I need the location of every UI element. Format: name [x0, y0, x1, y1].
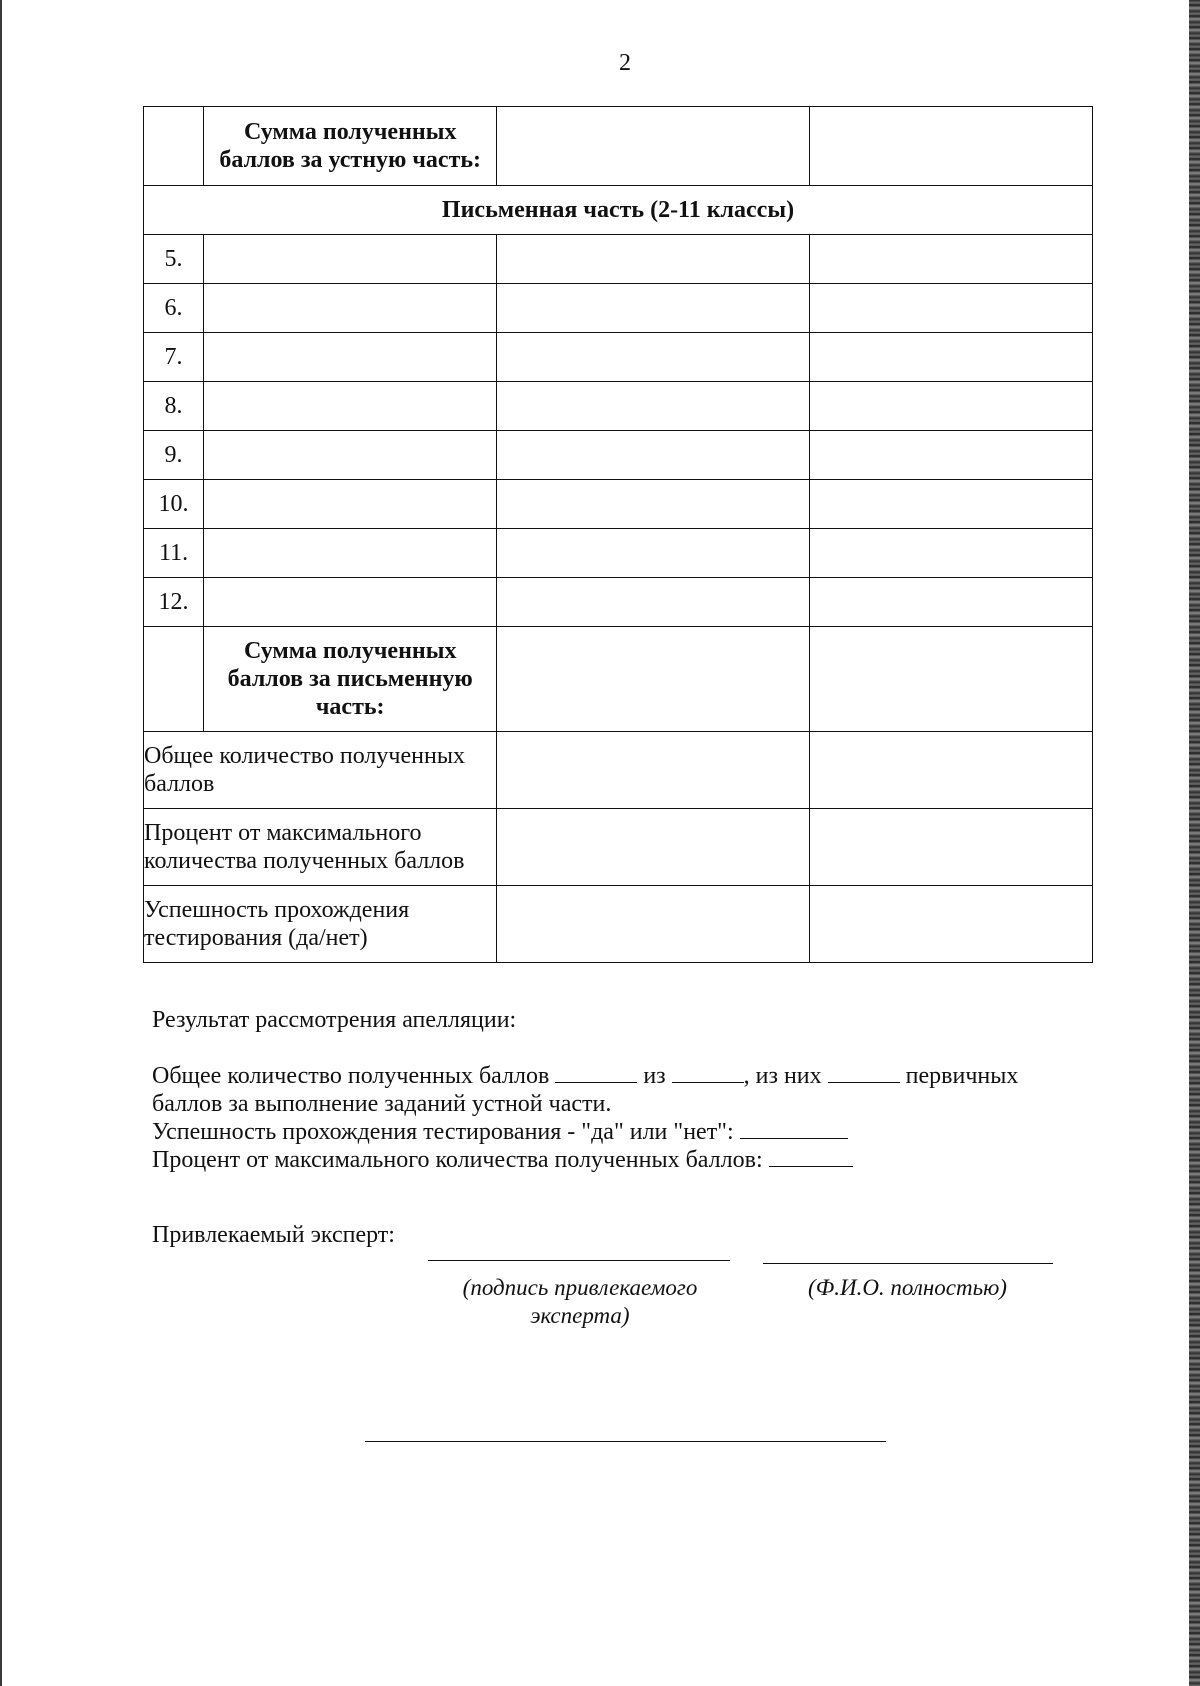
task-number: 12.: [144, 578, 204, 627]
table-cell: [809, 732, 1092, 809]
table-cell: [497, 382, 809, 431]
table-cell: [809, 480, 1092, 529]
signature-caption: (подпись привлекаемого эксперта): [462, 1275, 698, 1328]
table-row: [144, 480, 1093, 529]
results-line1-text-d: первичных: [905, 1063, 1019, 1089]
table-cell: [809, 284, 1092, 333]
table-cell: [809, 431, 1092, 480]
table-cell: [809, 382, 1092, 431]
oral-sum-label: Сумма полученных баллов за устную часть:: [204, 107, 497, 186]
task-number: 11.: [144, 529, 204, 578]
table-cell: [144, 627, 204, 732]
full-name-line[interactable]: [763, 1263, 1053, 1264]
percent-label: Процент от максимального количества полученных баллов: [144, 809, 497, 886]
appeal-results: [152, 1006, 1052, 1174]
written-section-row: [144, 186, 1093, 235]
table-cell: [497, 235, 809, 284]
expert-label: Привлекаемый эксперт:: [152, 1222, 395, 1248]
table-cell: [497, 627, 809, 732]
results-line1-text-c: , из них: [743, 1063, 822, 1089]
table-cell: [204, 480, 497, 529]
table-cell: [497, 886, 809, 963]
scan-edge-right: [1189, 0, 1200, 1686]
table-cell: [497, 529, 809, 578]
table-row: [144, 382, 1093, 431]
full-name-caption: (Ф.И.О. полностью): [808, 1275, 1007, 1300]
bottom-signature-line[interactable]: [365, 1441, 886, 1442]
total-score-blank[interactable]: [555, 1062, 637, 1083]
table-cell: [204, 529, 497, 578]
signature-line[interactable]: [428, 1260, 730, 1261]
percent-row: [144, 809, 1093, 886]
table-row: [144, 431, 1093, 480]
table-cell: [809, 529, 1092, 578]
table-cell: [809, 627, 1092, 732]
table-row: [144, 578, 1093, 627]
results-line1-text-a: Общее количество полученных баллов: [152, 1063, 550, 1089]
written-section-title: Письменная часть (2-11 классы): [144, 186, 1093, 235]
written-sum-row: [144, 627, 1093, 732]
table-cell: [809, 886, 1092, 963]
scan-edge-left: [0, 0, 2, 1686]
results-line-oral: баллов за выполнение заданий устной части.: [152, 1091, 612, 1117]
table-cell: [204, 382, 497, 431]
oral-sum-row: [144, 107, 1093, 186]
table-cell: [497, 480, 809, 529]
table-cell: [809, 333, 1092, 382]
table-cell: [497, 284, 809, 333]
task-number: 8.: [144, 382, 204, 431]
task-number: 6.: [144, 284, 204, 333]
oral-score-blank[interactable]: [828, 1062, 900, 1083]
table-cell: [204, 284, 497, 333]
percent-blank[interactable]: [769, 1146, 853, 1167]
results-line-total: [152, 1062, 1052, 1090]
table-cell: [809, 107, 1092, 186]
total-score-row: [144, 732, 1093, 809]
table-cell: [809, 578, 1092, 627]
task-number: 7.: [144, 333, 204, 382]
task-number: 5.: [144, 235, 204, 284]
score-table: [143, 106, 1093, 963]
success-blank[interactable]: [740, 1118, 848, 1139]
page-number: 2: [619, 50, 631, 76]
table-cell: [204, 235, 497, 284]
task-number: 9.: [144, 431, 204, 480]
total-score-label: Общее количество полученных баллов: [144, 732, 497, 809]
results-line1-text-b: из: [643, 1063, 666, 1089]
results-line4-text: Процент от максимального количества полученных баллов:: [152, 1147, 763, 1173]
table-cell: [497, 578, 809, 627]
table-row: [144, 333, 1093, 382]
results-line-success: [152, 1118, 1052, 1146]
table-cell: [497, 107, 809, 186]
max-score-blank[interactable]: [672, 1062, 744, 1083]
table-row: [144, 235, 1093, 284]
table-cell: [809, 809, 1092, 886]
table-cell: [144, 107, 204, 186]
table-cell: [497, 809, 809, 886]
table-cell: [497, 431, 809, 480]
success-label: Успешность прохождения тестирования (да/нет): [144, 886, 497, 963]
table-cell: [497, 732, 809, 809]
results-line-percent: [152, 1146, 1052, 1174]
written-sum-label: Сумма полученных баллов за письменную часть:: [204, 627, 497, 732]
task-number: 10.: [144, 480, 204, 529]
table-cell: [204, 431, 497, 480]
results-title: Результат рассмотрения апелляции:: [152, 1007, 517, 1033]
table-cell: [497, 333, 809, 382]
results-line3-text: Успешность прохождения тестирования - "да" или "нет":: [152, 1119, 734, 1145]
table-cell: [204, 333, 497, 382]
success-row: [144, 886, 1093, 963]
table-cell: [204, 578, 497, 627]
table-row: [144, 284, 1093, 333]
table-cell: [809, 235, 1092, 284]
table-row: [144, 529, 1093, 578]
